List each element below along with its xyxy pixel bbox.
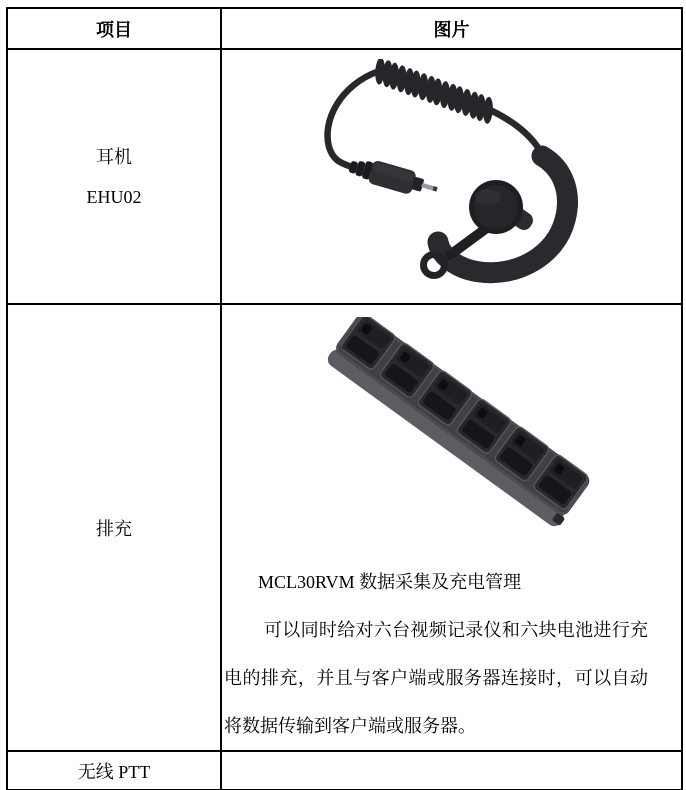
headset-image-cell <box>221 49 682 304</box>
headset-model: EHU02 <box>86 186 142 207</box>
wireless-ptt-image-cell <box>221 751 682 790</box>
headset-name: 耳机 <box>96 146 132 167</box>
charger-row <box>7 304 682 751</box>
product-table <box>6 7 683 790</box>
connector-plug <box>347 154 440 202</box>
table-header-row <box>7 8 682 49</box>
header-image-cell: 图片 <box>221 8 682 49</box>
charger-bar <box>325 317 594 530</box>
headset-label-cell <box>7 49 221 304</box>
wireless-ptt-row <box>7 751 682 790</box>
headset-row <box>7 49 682 304</box>
charger-caption: MCL30RVM 数据采集及充电管理 <box>258 572 522 592</box>
coiled-cord <box>367 59 500 127</box>
charger-description: 可以同时给对六台视频记录仪和六块电池进行充电的排充，并且与客户端或服务器连接时，可以自动将数据传输到客户端或服务器。 <box>224 620 648 736</box>
charger-text-block <box>224 558 649 750</box>
charger-label-cell: 排充 <box>7 304 221 751</box>
charger-image-cell <box>221 304 682 751</box>
wireless-ptt-label-cell: 无线 PTT <box>7 751 221 790</box>
header-item-cell: 项目 <box>7 8 221 49</box>
charger-photo <box>322 317 594 537</box>
headset-photo <box>272 59 588 297</box>
